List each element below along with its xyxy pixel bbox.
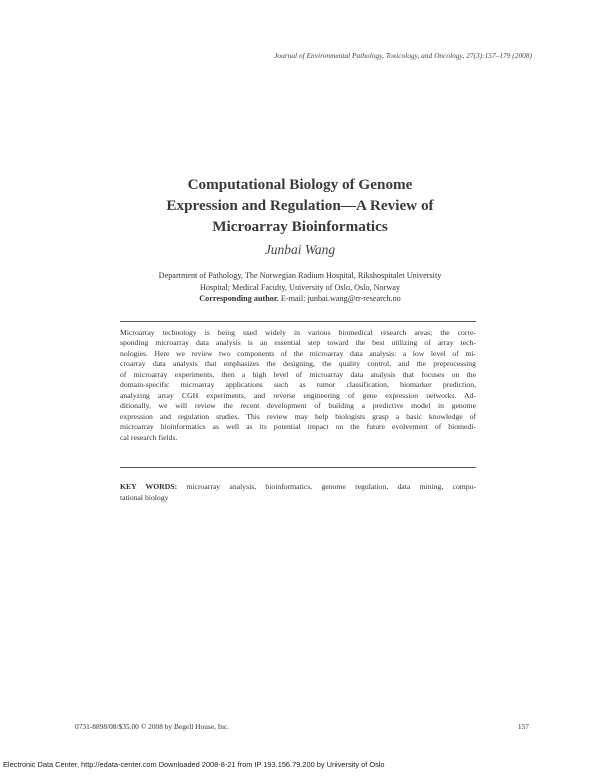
abstract-line: croarray data analysis that emphasizes the designing, the quality control, and the preprocessing [120,359,476,369]
abstract-line: cal research fields. [120,432,178,442]
abstract-line: expression and regulation studies. This review may help biologists grasp a basic knowledge of [120,411,476,421]
correspondence-email: E-mail: junbai.wang@rr-research.no [278,294,401,303]
keywords-line [120,482,476,493]
title-line: Microarray Bioinformatics [212,218,388,235]
abstract-line: nologies. Here we review two components of the microarray data analysis: a low level of mi- [120,348,476,358]
journal-citation: Journal of Environmental Pathology, Toxicology, and Oncology, 27(3):157–179 (2008) [274,51,532,60]
keywords-label: KEY WORDS: [120,482,178,491]
abstract-line: of microarray experiments, then a high level of microarray data analysis that focuses on the [120,369,476,379]
download-notice: Electronic Data Center, http://edata-center.com Downloaded 2008-8-21 from IP 193.156.79.200 by University of Oslo [3,760,385,769]
affiliation-line: Department of Pathology, The Norwegian Radium Hospital, Rikshospitalet University [158,271,442,280]
title-line: Expression and Regulation—A Review of [166,197,434,214]
correspondence-label: Corresponding author. [199,294,279,303]
abstract-top-rule [120,321,476,322]
page-number: 157 [517,722,529,731]
abstract-line: domain-specific microarray applications such as tumor classification, biomarker prediction, [120,380,476,390]
title-line: Computational Biology of Genome [187,176,413,193]
abstract-line: microarray bioinformatics as well as its potential impact on the future evolvement of biomedi- [120,422,476,432]
abstract-line: ditionally, we will review the recent development of building a predictive model in genome [120,401,476,411]
abstract-line: sponding microarray data analysis is an essential step toward the best utilizing of array tech- [120,338,476,348]
abstract [120,328,476,443]
abstract-bottom-rule [120,467,476,468]
affiliation [0,270,600,305]
article-title [0,174,600,237]
keywords [120,482,476,503]
abstract-line: Microarray technology is being used widely in various biomedical research areas; the corre- [120,328,476,337]
abstract-line: analyzing array CGH experiments, and reverse engineering of gene expression networks. Ad- [120,390,476,400]
copyright-notice: 0731-8898/08/$35.00 © 2008 by Begell House, Inc. [75,722,230,731]
correspondence [0,293,600,305]
keywords-line: tational biology [120,492,169,502]
affiliation-line: Hospital; Medical Faculty, University of Oslo, Oslo, Norway [199,282,401,292]
keywords-text: microarray analysis, bioinformatics, genome regulation, data mining, compu- [177,482,477,491]
author-name: Junbai Wang [264,242,336,257]
